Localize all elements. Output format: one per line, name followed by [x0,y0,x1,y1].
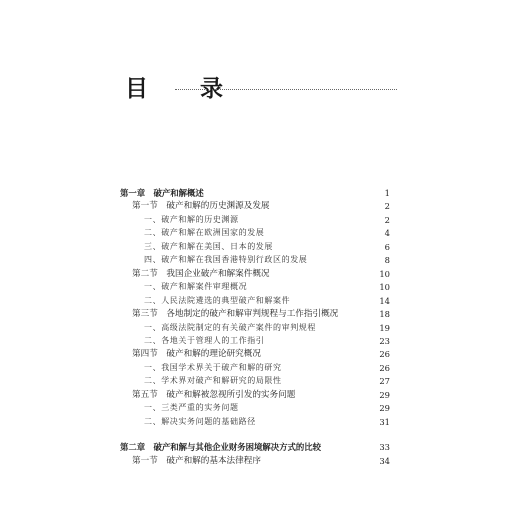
toc-item-row[interactable] [0,334,520,348]
toc-item-row[interactable] [0,415,520,429]
toc-item-row[interactable] [0,226,520,240]
toc-page-number: 1 [384,188,390,198]
toc-section-row[interactable] [0,267,520,281]
toc-section-label: 第一节 破产和解的基本法律程序 [132,455,261,466]
toc-item-row[interactable] [0,280,520,294]
toc-section-row[interactable] [0,347,520,361]
toc-item-label: 三、破产和解在美国、日本的发展 [144,241,273,251]
toc-page-number: 14 [379,295,390,306]
toc-item-row[interactable] [0,213,520,227]
toc-section-label: 第三节 各地制定的破产和解审判规程与工作指引概况 [132,309,339,320]
toc-item-label: 二、人民法院遴选的典型破产和解案件 [144,295,291,305]
toc-page-number: 29 [379,403,390,414]
toc-item-row[interactable] [0,374,520,388]
toc-page-number: 26 [379,349,390,360]
toc-page-number: 23 [379,335,390,346]
toc-page-number: 26 [379,362,390,373]
toc-section-row[interactable] [0,454,520,468]
toc-page-number: 6 [384,241,390,252]
toc-chapter-row[interactable] [0,186,520,200]
toc-section-label: 第二节 我国企业破产和解案件概况 [132,268,270,279]
toc-item-row[interactable] [0,294,520,308]
toc-chapter-row[interactable] [0,440,520,454]
toc-page-number: 8 [384,255,390,266]
toc-page-number: 29 [379,389,390,400]
toc-page-number: 10 [379,282,390,293]
toc-page-number: 4 [384,228,390,239]
toc-item-label: 一、高级法院制定的有关破产案件的审判规程 [144,322,316,332]
toc-page-number: 27 [379,376,390,387]
toc-item-label: 二、破产和解在欧洲国家的发展 [144,228,265,238]
toc-section-label: 第一节 破产和解的历史渊源及发展 [132,201,270,212]
toc-item-row[interactable] [0,240,520,254]
toc-item-row[interactable] [0,321,520,335]
toc-section-row[interactable] [0,388,520,402]
toc-page-number: 31 [379,416,390,427]
toc-page-number: 2 [384,214,390,225]
toc-item-row[interactable] [0,361,520,375]
toc-item-label: 四、破产和解在我国香港特别行政区的发展 [144,255,308,265]
toc-page-number: 2 [384,201,390,212]
toc-item-label: 一、破产和解的历史渊源 [144,214,239,224]
title-dotted-leader [175,89,397,90]
toc-chapter-label: 第一章 破产和解概述 [120,188,204,198]
toc-item-label: 一、我国学术界关于破产和解的研究 [144,362,282,372]
toc-item-label: 二、各地关于管理人的工作指引 [144,335,265,345]
toc-item-label: 一、破产和解案件审理概况 [144,282,248,292]
toc-section-label: 第四节 破产和解的理论研究概况 [132,349,261,360]
page-title: 目 录 [125,75,246,102]
toc-page-number: 10 [379,268,390,279]
toc-item-row[interactable] [0,253,520,267]
toc-section-label: 第五节 破产和解被忽视所引发的实务问题 [132,389,296,400]
toc-item-label: 二、学术界对破产和解研究的局限性 [144,376,282,386]
toc-page-number: 34 [379,455,390,466]
toc-section-row[interactable] [0,199,520,213]
toc-item-label: 一、三类严重的实务问题 [144,403,239,413]
toc-page-number: 18 [379,309,390,320]
toc-section-row[interactable] [0,307,520,321]
toc-item-row[interactable] [0,401,520,415]
toc-item-label: 二、解决实务问题的基础路径 [144,416,256,426]
toc-chapter-label: 第二章 破产和解与其他企业财务困境解决方式的比较 [120,442,321,453]
toc-page-number: 33 [379,442,390,453]
toc-page-number: 19 [379,322,390,333]
